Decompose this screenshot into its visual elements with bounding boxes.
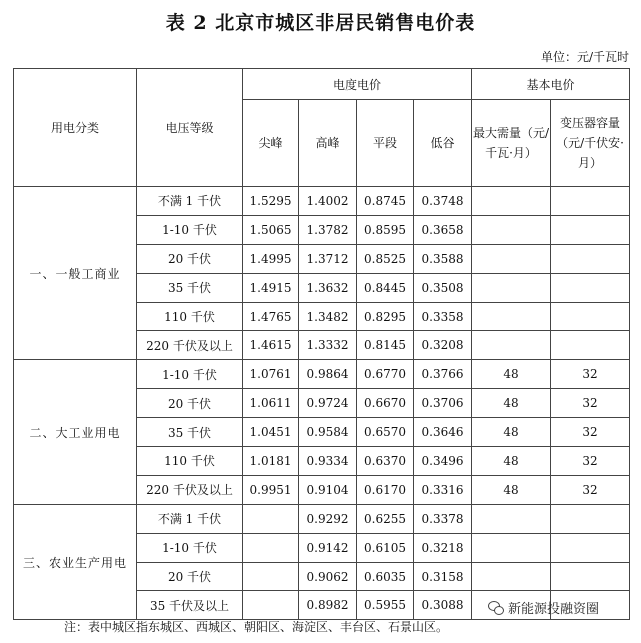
header-category: 用电分类: [14, 69, 137, 187]
valley-cell: 0.3158: [414, 562, 472, 591]
sharp-cell: 1.5065: [243, 215, 299, 244]
transformer-cell: 32: [551, 475, 630, 504]
sharp-cell: [243, 562, 299, 591]
peak-cell: 0.9864: [299, 360, 357, 389]
voltage-cell: 1-10 千伏: [137, 533, 243, 562]
valley-cell: 0.3316: [414, 475, 472, 504]
demand-cell: 48: [472, 389, 551, 418]
sharp-cell: 1.4995: [243, 244, 299, 273]
voltage-cell: 110 千伏: [137, 302, 243, 331]
sharp-cell: 1.0761: [243, 360, 299, 389]
transformer-cell: [551, 533, 630, 562]
page-title: 表 2 北京市城区非居民销售电价表: [165, 12, 476, 34]
flat-cell: 0.6035: [357, 562, 414, 591]
category-cell: 一、一般工商业: [14, 187, 137, 360]
peak-cell: 1.3782: [299, 215, 357, 244]
sharp-cell: [243, 504, 299, 533]
peak-cell: 1.4002: [299, 187, 357, 216]
valley-cell: 0.3646: [414, 418, 472, 447]
transformer-cell: [551, 273, 630, 302]
valley-cell: 0.3378: [414, 504, 472, 533]
voltage-cell: 20 千伏: [137, 389, 243, 418]
table-row: [14, 187, 630, 216]
flat-cell: 0.6255: [357, 504, 414, 533]
header-sharp-peak: 尖峰: [243, 100, 299, 187]
voltage-cell: 不满 1 千伏: [137, 187, 243, 216]
flat-cell: 0.5955: [357, 591, 414, 620]
category-cell: 二、大工业用电: [14, 360, 137, 504]
valley-cell: 0.3358: [414, 302, 472, 331]
sharp-cell: 0.9951: [243, 475, 299, 504]
flat-cell: 0.8525: [357, 244, 414, 273]
peak-cell: 1.3332: [299, 331, 357, 360]
voltage-cell: 220 千伏及以上: [137, 475, 243, 504]
valley-cell: 0.3658: [414, 215, 472, 244]
valley-cell: 0.3088: [414, 591, 472, 620]
flat-cell: 0.6770: [357, 360, 414, 389]
valley-cell: 0.3496: [414, 447, 472, 476]
demand-cell: [472, 533, 551, 562]
flat-cell: 0.6370: [357, 447, 414, 476]
sharp-cell: [243, 533, 299, 562]
header-peak: 高峰: [299, 100, 357, 187]
voltage-cell: 110 千伏: [137, 447, 243, 476]
category-cell: 三、农业生产用电: [14, 504, 137, 620]
demand-cell: 48: [472, 360, 551, 389]
price-table: [13, 68, 630, 620]
flat-cell: 0.8145: [357, 331, 414, 360]
transformer-cell: [551, 504, 630, 533]
transformer-cell: [551, 331, 630, 360]
transformer-cell: 32: [551, 360, 630, 389]
peak-cell: 1.3712: [299, 244, 357, 273]
valley-cell: 0.3588: [414, 244, 472, 273]
unit-label: 单位：元/千瓦时: [540, 50, 629, 64]
flat-cell: 0.8445: [357, 273, 414, 302]
flat-cell: 0.6105: [357, 533, 414, 562]
table-row: [14, 504, 630, 533]
valley-cell: 0.3208: [414, 331, 472, 360]
voltage-cell: 35 千伏及以上: [137, 591, 243, 620]
valley-cell: 0.3748: [414, 187, 472, 216]
peak-cell: 0.9724: [299, 389, 357, 418]
transformer-cell: 32: [551, 447, 630, 476]
transformer-cell: 32: [551, 418, 630, 447]
flat-cell: 0.6670: [357, 389, 414, 418]
header-valley: 低谷: [414, 100, 472, 187]
transformer-cell: [551, 215, 630, 244]
demand-cell: 48: [472, 447, 551, 476]
voltage-cell: 35 千伏: [137, 418, 243, 447]
sharp-cell: 1.4615: [243, 331, 299, 360]
peak-cell: 0.9584: [299, 418, 357, 447]
valley-cell: 0.3706: [414, 389, 472, 418]
flat-cell: 0.6170: [357, 475, 414, 504]
header-max-demand: 最大需量（元/千瓦·月）: [472, 100, 551, 187]
voltage-cell: 不满 1 千伏: [137, 504, 243, 533]
watermark: [488, 598, 599, 617]
peak-cell: 0.9104: [299, 475, 357, 504]
sharp-cell: 1.0181: [243, 447, 299, 476]
header-voltage: 电压等级: [137, 69, 243, 187]
flat-cell: 0.8595: [357, 215, 414, 244]
valley-cell: 0.3508: [414, 273, 472, 302]
watermark-text: 新能源投融资圈: [508, 602, 600, 617]
header-flat: 平段: [357, 100, 414, 187]
peak-cell: 0.9142: [299, 533, 357, 562]
demand-cell: [472, 244, 551, 273]
demand-cell: 48: [472, 418, 551, 447]
voltage-cell: 1-10 千伏: [137, 215, 243, 244]
flat-cell: 0.6570: [357, 418, 414, 447]
peak-cell: 1.3632: [299, 273, 357, 302]
wechat-icon: [488, 601, 504, 615]
voltage-cell: 35 千伏: [137, 273, 243, 302]
peak-cell: 1.3482: [299, 302, 357, 331]
transformer-cell: [551, 244, 630, 273]
demand-cell: [472, 504, 551, 533]
demand-cell: [472, 273, 551, 302]
demand-cell: [472, 562, 551, 591]
demand-cell: [472, 302, 551, 331]
sharp-cell: 1.4915: [243, 273, 299, 302]
header-transformer: 变压器容量（元/千伏安·月）: [551, 100, 630, 187]
sharp-cell: [243, 591, 299, 620]
voltage-cell: 20 千伏: [137, 562, 243, 591]
voltage-cell: 1-10 千伏: [137, 360, 243, 389]
footnote: 注：表中城区指东城区、西城区、朝阳区、海淀区、丰台区、石景山区。: [64, 620, 449, 634]
voltage-cell: 20 千伏: [137, 244, 243, 273]
demand-cell: [472, 187, 551, 216]
flat-cell: 0.8745: [357, 187, 414, 216]
sharp-cell: 1.0611: [243, 389, 299, 418]
transformer-cell: [551, 562, 630, 591]
demand-cell: [472, 215, 551, 244]
header-energy-price: 电度电价: [243, 69, 472, 100]
peak-cell: 0.9062: [299, 562, 357, 591]
table-row: [14, 360, 630, 389]
header-basic-price: 基本电价: [472, 69, 630, 100]
transformer-cell: [551, 302, 630, 331]
valley-cell: 0.3766: [414, 360, 472, 389]
flat-cell: 0.8295: [357, 302, 414, 331]
transformer-cell: [551, 187, 630, 216]
demand-cell: [472, 331, 551, 360]
sharp-cell: 1.0451: [243, 418, 299, 447]
peak-cell: 0.9334: [299, 447, 357, 476]
peak-cell: 0.9292: [299, 504, 357, 533]
transformer-cell: 32: [551, 389, 630, 418]
demand-cell: 48: [472, 475, 551, 504]
sharp-cell: 1.4765: [243, 302, 299, 331]
peak-cell: 0.8982: [299, 591, 357, 620]
valley-cell: 0.3218: [414, 533, 472, 562]
voltage-cell: 220 千伏及以上: [137, 331, 243, 360]
sharp-cell: 1.5295: [243, 187, 299, 216]
